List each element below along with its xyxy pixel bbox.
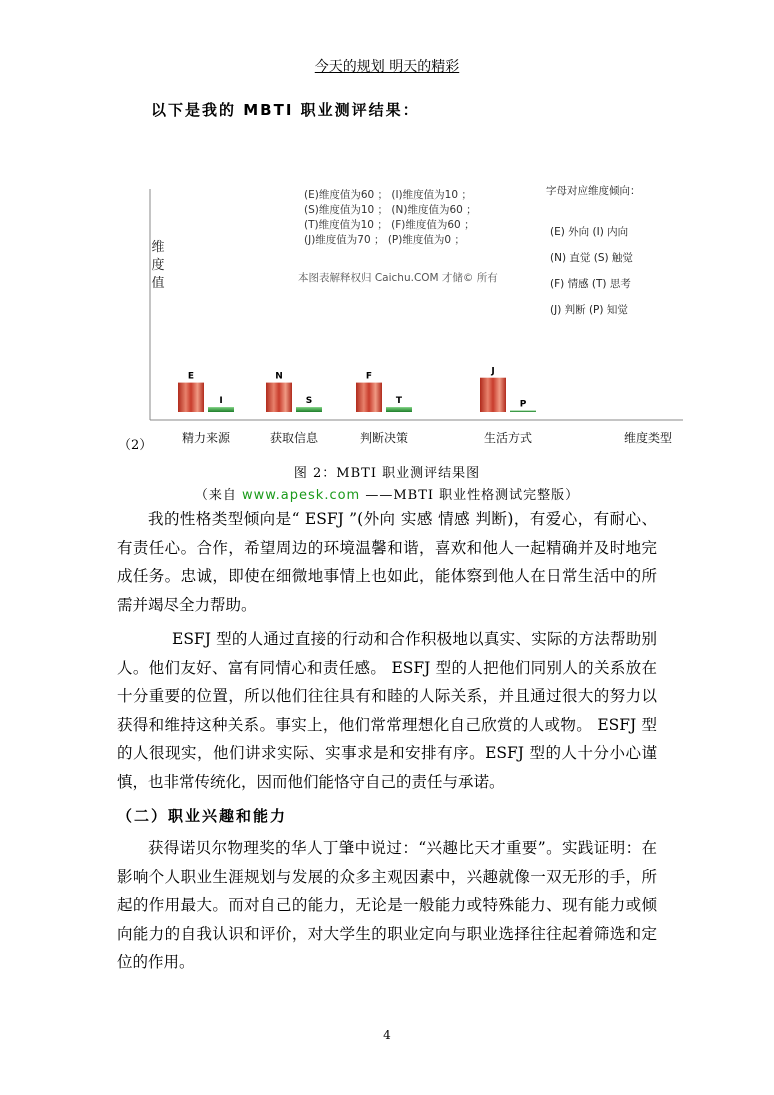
value-text-line: (E)维度值为60 ； (I)维度值为10 ；: [304, 189, 472, 201]
x-axis-label: 维度类型: [623, 431, 673, 445]
chart-watermark: 本图表解释权归 Caichu.COM 才储© 所有: [298, 272, 498, 284]
y-axis-label-char: 度: [151, 258, 165, 273]
x-tick-label: 判断决策: [359, 431, 409, 445]
figure-source: [0, 484, 774, 503]
x-tick-label: 获取信息: [269, 431, 319, 445]
x-tick-label: 精力来源: [181, 431, 231, 445]
source-prefix: （来自: [194, 488, 242, 503]
bar-N: [266, 383, 292, 412]
bar-E: [178, 383, 204, 412]
mbti-chart: [118, 175, 688, 455]
legend-item: (N) 直觉 (S) 触觉: [550, 252, 633, 264]
figure-number: （2）: [118, 438, 153, 453]
value-text-line: (S)维度值为10 ； (N)维度值为60 ；: [304, 204, 477, 216]
paragraph-esfj: ESFJ 型的人通过直接的行动和合作积极地以真实、实际的方法帮助别人。他们友好、富有同情心和责任感。 ESFJ 型的人把他们同别人的关系放在十分重要的位置，所以他们往往具有和睦的人际关系，并且通过很大的努力以 获得和维持这种关系。事实上，他们常常理想化自己欣赏的人或物。 ESFJ 型的人很现实，他们讲求实际、实事求是和安排有序。ESFJ 型的人十分小心谨慎，也非常传统化，因而他们能恪守自己的责任与承诺。: [117, 630, 657, 791]
page-number: 4: [383, 1028, 391, 1042]
page-header: [0, 56, 774, 76]
source-suffix: ——MBTI 职业性格测试完整版）: [360, 488, 580, 503]
intro-heading: 以下是我的 MBTI 职业测评结果：: [151, 101, 420, 119]
bar-T: [386, 407, 412, 412]
bar-S: [296, 407, 322, 412]
bar-label-T: T: [395, 396, 403, 407]
legend-title: 字母对应维度倾向：: [546, 185, 641, 197]
source-link[interactable]: www.apesk.com: [241, 488, 361, 503]
mbti-chart-svg: [118, 175, 688, 455]
header-text: 今天的规划 明天的精彩: [314, 59, 460, 75]
bar-P: [510, 411, 536, 413]
figure-caption: 图 2：MBTI 职业测评结果图: [293, 466, 481, 481]
x-tick-label: 生活方式: [483, 431, 533, 445]
legend-item: (E) 外向 (I) 内向: [550, 226, 629, 238]
paragraph-personality: 我的性格类型倾向是“ ESFJ ”(外向 实感 情感 判断)，有爱心，有耐心、有责任心。合作，希望周边的环境温馨和谐，喜欢和他人一起精确并及时地完成任务。忠诚，即使在细微地事情上也如此，能体察到他人在日常生活中的所需并竭尽全力帮助。: [117, 510, 657, 614]
y-axis-label-char: 值: [151, 276, 165, 291]
bar-label-P: P: [519, 399, 527, 410]
bar-label-F: F: [365, 371, 373, 382]
bar-label-S: S: [305, 396, 313, 407]
value-text-line: (J)维度值为70 ； (P)维度值为0 ；: [304, 234, 465, 246]
y-axis-label-char: 维: [151, 240, 165, 255]
bar-label-I: I: [219, 396, 223, 407]
value-text-line: (T)维度值为10 ； (F)维度值为60 ；: [304, 219, 475, 231]
paragraph-interest: 获得诺贝尔物理奖的华人丁肇中说过：“兴趣比天才重要”。实践证明：在影响个人职业生涯规划与发展的众多主观因素中，兴趣就像一双无形的手，所起的作用最大。而对自己的能力，无论是一般能力或特殊能力、现有能力或倾向能力的自我认识和评价，对大学生的职业定向与职业选择往往起着筛选和定位的作用。: [117, 839, 657, 972]
bar-I: [208, 407, 234, 412]
legend-item: (F) 情感 (T) 思考: [550, 278, 631, 290]
bar-label-J: J: [491, 366, 495, 377]
legend-item: (J) 判断 (P) 知觉: [550, 304, 628, 316]
bar-J: [480, 378, 506, 412]
bar-label-N: N: [275, 371, 283, 382]
bar-label-E: E: [187, 371, 195, 382]
bar-F: [356, 383, 382, 412]
section-title: （二）职业兴趣和能力: [117, 807, 288, 825]
